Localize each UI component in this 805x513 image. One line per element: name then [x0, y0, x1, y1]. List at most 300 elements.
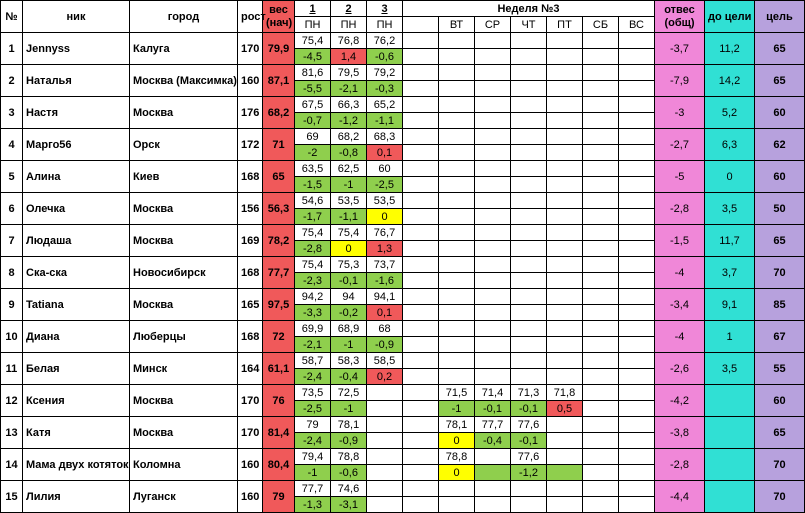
city-cell: Москва	[130, 225, 238, 257]
weight-delta-cell	[439, 369, 475, 385]
weight-delta-cell	[547, 337, 583, 353]
start-weight-cell: 76	[263, 385, 295, 417]
weight-value-cell	[619, 385, 655, 401]
weight-value-cell	[547, 161, 583, 177]
nick-cell: Диана	[23, 321, 130, 353]
weight-delta-cell	[439, 81, 475, 97]
weight-delta-cell	[619, 305, 655, 321]
weight-value-cell: 78,8	[331, 449, 367, 465]
weight-delta-cell	[403, 369, 439, 385]
weight-delta-cell	[403, 81, 439, 97]
weight-delta-cell	[475, 113, 511, 129]
weight-delta-cell	[403, 433, 439, 449]
table-row	[1, 353, 805, 369]
nick-cell: Наталья	[23, 65, 130, 97]
weight-value-cell	[439, 65, 475, 81]
weight-value-cell: 58,3	[331, 353, 367, 369]
row-number: 8	[1, 257, 23, 289]
weight-delta-cell	[583, 81, 619, 97]
weight-delta-cell	[619, 337, 655, 353]
city-cell: Москва	[130, 417, 238, 449]
weight-delta-cell	[439, 113, 475, 129]
weight-delta-cell	[511, 81, 547, 97]
weight-value-cell	[367, 417, 403, 433]
weight-value-cell	[511, 33, 547, 49]
weight-value-cell	[547, 257, 583, 273]
table-row	[1, 449, 805, 465]
to-goal-cell: 0	[705, 161, 755, 193]
weight-value-cell: 79,2	[367, 65, 403, 81]
weight-value-cell	[583, 289, 619, 305]
weight-delta-cell	[619, 241, 655, 257]
weight-delta-cell: 0	[331, 241, 367, 257]
height-cell: 176	[238, 97, 263, 129]
weight-value-cell	[547, 129, 583, 145]
weight-value-cell	[583, 449, 619, 465]
weight-delta-cell	[583, 465, 619, 481]
weight-value-cell: 79,5	[331, 65, 367, 81]
city-cell: Минск	[130, 353, 238, 385]
nick-cell: Tatiana	[23, 289, 130, 321]
weight-value-cell	[439, 97, 475, 113]
weight-value-cell	[619, 225, 655, 241]
weight-delta-cell: -1,6	[367, 273, 403, 289]
weight-value-cell	[547, 449, 583, 465]
weight-delta-cell: -1	[295, 465, 331, 481]
goal-cell: 62	[755, 129, 805, 161]
weight-value-cell	[403, 417, 439, 433]
weight-delta-cell: -1,3	[295, 497, 331, 513]
weight-value-cell	[367, 481, 403, 497]
to-goal-cell	[705, 449, 755, 481]
weight-value-cell	[439, 321, 475, 337]
weight-value-cell	[583, 161, 619, 177]
weight-value-cell	[547, 353, 583, 369]
weight-value-cell: 78,8	[439, 449, 475, 465]
row-number: 11	[1, 353, 23, 385]
weight-delta-cell: -2	[295, 145, 331, 161]
weight-value-cell: 77,7	[295, 481, 331, 497]
weight-delta-cell: -0,4	[331, 369, 367, 385]
weight-value-cell	[475, 97, 511, 113]
weight-value-cell	[619, 481, 655, 497]
header-day: ВС	[619, 17, 655, 33]
total-loss-cell: -3,4	[655, 289, 705, 321]
weight-value-cell	[511, 353, 547, 369]
start-weight-cell: 78,2	[263, 225, 295, 257]
row-number: 2	[1, 65, 23, 97]
row-number: 6	[1, 193, 23, 225]
weight-delta-cell	[547, 113, 583, 129]
weight-value-cell: 62,5	[331, 161, 367, 177]
weight-value-cell	[547, 193, 583, 209]
weight-value-cell: 76,7	[367, 225, 403, 241]
table-row	[1, 289, 805, 305]
weight-value-cell	[511, 129, 547, 145]
weight-value-cell	[475, 257, 511, 273]
total-loss-cell: -3,8	[655, 417, 705, 449]
weight-delta-cell	[367, 497, 403, 513]
weight-value-cell	[511, 289, 547, 305]
weight-value-cell: 77,7	[475, 417, 511, 433]
weight-delta-cell: -1,1	[367, 113, 403, 129]
weight-delta-cell: -1	[331, 337, 367, 353]
weight-delta-cell: -0,6	[331, 465, 367, 481]
weight-delta-cell	[403, 273, 439, 289]
weight-value-cell: 73,5	[295, 385, 331, 401]
weight-delta-cell	[583, 113, 619, 129]
weight-delta-cell	[583, 49, 619, 65]
table-row	[1, 385, 805, 401]
weight-value-cell: 69,9	[295, 321, 331, 337]
weight-value-cell: 75,4	[295, 225, 331, 241]
weight-value-cell	[403, 129, 439, 145]
weight-value-cell	[439, 353, 475, 369]
weight-value-cell	[511, 481, 547, 497]
nick-cell: Людаша	[23, 225, 130, 257]
header-day	[403, 17, 439, 33]
weight-delta-cell: -2,1	[295, 337, 331, 353]
weight-delta-cell	[547, 81, 583, 97]
height-cell: 156	[238, 193, 263, 225]
weight-value-cell: 71,4	[475, 385, 511, 401]
height-cell: 170	[238, 417, 263, 449]
weight-delta-cell	[403, 241, 439, 257]
weight-value-cell: 77,6	[511, 449, 547, 465]
weight-delta-cell	[511, 273, 547, 289]
weight-value-cell: 68,3	[367, 129, 403, 145]
to-goal-cell	[705, 481, 755, 513]
city-cell: Коломна	[130, 449, 238, 481]
weight-delta-cell	[403, 209, 439, 225]
weight-value-cell	[547, 225, 583, 241]
total-loss-cell: -4,4	[655, 481, 705, 513]
weight-delta-cell: 0,1	[367, 305, 403, 321]
weight-delta-cell	[511, 209, 547, 225]
weight-value-cell	[583, 65, 619, 81]
start-weight-cell: 79,9	[263, 33, 295, 65]
weight-value-cell	[619, 353, 655, 369]
start-weight-cell: 77,7	[263, 257, 295, 289]
weight-value-cell: 53,5	[331, 193, 367, 209]
weight-value-cell	[583, 257, 619, 273]
weight-delta-cell: -0,9	[367, 337, 403, 353]
weight-delta-cell	[367, 465, 403, 481]
weight-value-cell	[619, 33, 655, 49]
weight-value-cell	[403, 97, 439, 113]
weight-delta-cell	[439, 209, 475, 225]
weight-delta-cell	[439, 177, 475, 193]
nick-cell: Лилия	[23, 481, 130, 513]
weight-value-cell: 71,8	[547, 385, 583, 401]
start-weight-cell: 80,4	[263, 449, 295, 481]
total-loss-cell: -3,7	[655, 33, 705, 65]
row-number: 12	[1, 385, 23, 417]
weight-value-cell	[583, 481, 619, 497]
weight-delta-cell	[475, 305, 511, 321]
weight-delta-cell	[475, 465, 511, 481]
weight-delta-cell	[583, 145, 619, 161]
row-number: 10	[1, 321, 23, 353]
weight-value-cell	[403, 65, 439, 81]
weight-delta-cell: -0,3	[367, 81, 403, 97]
weight-delta-cell: -0,1	[511, 401, 547, 417]
weight-value-cell	[403, 449, 439, 465]
weight-delta-cell	[439, 145, 475, 161]
weight-delta-cell	[619, 497, 655, 513]
weight-value-cell	[475, 481, 511, 497]
weight-value-cell	[547, 65, 583, 81]
weight-value-cell	[583, 193, 619, 209]
weight-delta-cell	[475, 273, 511, 289]
weight-delta-cell	[475, 497, 511, 513]
goal-cell: 67	[755, 321, 805, 353]
table-row	[1, 129, 805, 145]
weight-delta-cell	[367, 401, 403, 417]
weight-value-cell	[583, 385, 619, 401]
weight-value-cell	[619, 321, 655, 337]
weight-delta-cell	[367, 433, 403, 449]
city-cell: Орск	[130, 129, 238, 161]
weight-value-cell	[439, 257, 475, 273]
weight-value-cell	[403, 321, 439, 337]
weight-delta-cell	[547, 369, 583, 385]
weight-value-cell: 68	[367, 321, 403, 337]
height-cell: 160	[238, 481, 263, 513]
weight-delta-cell	[403, 337, 439, 353]
weight-delta-cell	[583, 305, 619, 321]
weight-value-cell	[439, 161, 475, 177]
weight-value-cell: 75,4	[295, 257, 331, 273]
height-cell: 172	[238, 129, 263, 161]
weight-delta-cell: -1	[439, 401, 475, 417]
weight-delta-cell	[583, 369, 619, 385]
weight-delta-cell	[511, 497, 547, 513]
header-city: город	[130, 1, 238, 33]
weight-value-cell: 73,7	[367, 257, 403, 273]
weight-value-cell: 78,1	[331, 417, 367, 433]
total-loss-cell: -1,5	[655, 225, 705, 257]
header-goal: цель	[755, 1, 805, 33]
city-cell: Луганск	[130, 481, 238, 513]
start-weight-cell: 71	[263, 129, 295, 161]
header-day: ЧТ	[511, 17, 547, 33]
nick-cell: Jennyss	[23, 33, 130, 65]
city-cell: Москва	[130, 97, 238, 129]
weight-delta-cell	[619, 401, 655, 417]
height-cell: 160	[238, 65, 263, 97]
weight-value-cell	[439, 481, 475, 497]
weight-value-cell: 78,1	[439, 417, 475, 433]
weight-value-cell	[619, 417, 655, 433]
header-day: СР	[475, 17, 511, 33]
weight-value-cell	[403, 33, 439, 49]
weight-delta-cell	[547, 497, 583, 513]
weight-delta-cell	[511, 113, 547, 129]
start-weight-cell: 97,5	[263, 289, 295, 321]
weight-value-cell	[511, 257, 547, 273]
header-week-2: 2	[331, 1, 367, 17]
table-row	[1, 193, 805, 209]
weight-value-cell	[619, 449, 655, 465]
start-weight-cell: 56,3	[263, 193, 295, 225]
nick-cell: Катя	[23, 417, 130, 449]
weight-delta-cell	[511, 49, 547, 65]
nick-cell: Марго56	[23, 129, 130, 161]
weight-value-cell: 65,2	[367, 97, 403, 113]
weight-value-cell	[511, 65, 547, 81]
weight-value-cell: 72,5	[331, 385, 367, 401]
start-weight-cell: 81,4	[263, 417, 295, 449]
weight-value-cell: 69	[295, 129, 331, 145]
nick-cell: Мама двух котяток	[23, 449, 130, 481]
total-loss-cell: -2,6	[655, 353, 705, 385]
weight-delta-cell: -1	[331, 177, 367, 193]
weight-delta-cell	[547, 305, 583, 321]
weight-value-cell	[403, 161, 439, 177]
row-number: 15	[1, 481, 23, 513]
weight-delta-cell	[547, 433, 583, 449]
weight-delta-cell	[439, 241, 475, 257]
weight-delta-cell	[547, 241, 583, 257]
weight-delta-cell: -2,4	[295, 433, 331, 449]
weight-value-cell	[547, 97, 583, 113]
weight-delta-cell	[439, 49, 475, 65]
weight-value-cell	[619, 65, 655, 81]
weight-value-cell	[403, 289, 439, 305]
weight-delta-cell	[475, 337, 511, 353]
weight-value-cell	[439, 193, 475, 209]
weight-delta-cell: -1,2	[511, 465, 547, 481]
start-weight-cell: 61,1	[263, 353, 295, 385]
weight-delta-cell	[583, 433, 619, 449]
weight-delta-cell: -0,6	[367, 49, 403, 65]
city-cell: Москва (Максимка)	[130, 65, 238, 97]
city-cell: Москва	[130, 289, 238, 321]
weight-delta-cell: -0,2	[331, 305, 367, 321]
header-weight: вес (нач)	[263, 1, 295, 33]
height-cell: 170	[238, 33, 263, 65]
nick-cell: Белая	[23, 353, 130, 385]
weight-value-cell	[619, 97, 655, 113]
to-goal-cell: 3,5	[705, 353, 755, 385]
weight-value-cell	[547, 33, 583, 49]
weight-value-cell	[475, 225, 511, 241]
header-nick: ник	[23, 1, 130, 33]
weight-delta-cell	[511, 369, 547, 385]
goal-cell: 60	[755, 97, 805, 129]
weight-delta-cell: -2,4	[295, 369, 331, 385]
start-weight-cell: 68,2	[263, 97, 295, 129]
header-week-3: 3	[367, 1, 403, 17]
header-day: ПН	[367, 17, 403, 33]
total-loss-cell: -5	[655, 161, 705, 193]
weight-delta-cell: -0,1	[475, 401, 511, 417]
table-row	[1, 417, 805, 433]
weight-delta-cell	[619, 465, 655, 481]
weight-value-cell: 68,2	[331, 129, 367, 145]
weight-value-cell: 75,3	[331, 257, 367, 273]
height-cell: 170	[238, 385, 263, 417]
weight-delta-cell	[583, 273, 619, 289]
goal-cell: 60	[755, 161, 805, 193]
weight-delta-cell	[439, 497, 475, 513]
total-loss-cell: -7,9	[655, 65, 705, 97]
to-goal-cell: 11,2	[705, 33, 755, 65]
table-row	[1, 33, 805, 49]
weight-value-cell: 67,5	[295, 97, 331, 113]
to-goal-cell: 1	[705, 321, 755, 353]
header-week-1: 1	[295, 1, 331, 17]
weight-value-cell	[475, 129, 511, 145]
weight-value-cell: 81,6	[295, 65, 331, 81]
table-row	[1, 65, 805, 81]
weight-delta-cell	[583, 241, 619, 257]
weight-value-cell	[475, 449, 511, 465]
start-weight-cell: 79	[263, 481, 295, 513]
weight-delta-cell: 0,1	[367, 145, 403, 161]
total-loss-cell: -2,8	[655, 193, 705, 225]
weight-value-cell	[475, 65, 511, 81]
weight-delta-cell	[475, 241, 511, 257]
to-goal-cell	[705, 385, 755, 417]
height-cell: 168	[238, 161, 263, 193]
weight-delta-cell	[511, 145, 547, 161]
weight-value-cell	[619, 257, 655, 273]
weight-delta-cell	[439, 273, 475, 289]
weight-delta-cell: -0,1	[511, 433, 547, 449]
weight-delta-cell: -0,9	[331, 433, 367, 449]
weight-delta-cell: -1,7	[295, 209, 331, 225]
header-day: ПН	[331, 17, 367, 33]
weight-value-cell: 94,1	[367, 289, 403, 305]
height-cell: 164	[238, 353, 263, 385]
weight-value-cell	[367, 385, 403, 401]
weight-delta-cell: 0,5	[547, 401, 583, 417]
weight-value-cell	[439, 129, 475, 145]
weight-delta-cell: 0	[439, 465, 475, 481]
weight-delta-cell	[403, 177, 439, 193]
weight-delta-cell	[619, 209, 655, 225]
table-row	[1, 225, 805, 241]
weight-delta-cell	[475, 177, 511, 193]
weight-value-cell	[403, 481, 439, 497]
weight-delta-cell: -5,5	[295, 81, 331, 97]
weight-delta-cell	[403, 497, 439, 513]
height-cell: 168	[238, 257, 263, 289]
city-cell: Москва	[130, 193, 238, 225]
goal-cell: 65	[755, 65, 805, 97]
weight-value-cell	[403, 353, 439, 369]
weight-value-cell: 58,7	[295, 353, 331, 369]
header-day: ПН	[295, 17, 331, 33]
row-number: 5	[1, 161, 23, 193]
weight-delta-cell	[475, 49, 511, 65]
weight-value-cell	[475, 193, 511, 209]
weight-delta-cell	[547, 177, 583, 193]
goal-cell: 85	[755, 289, 805, 321]
row-number: 4	[1, 129, 23, 161]
weight-value-cell: 71,5	[439, 385, 475, 401]
weight-value-cell: 76,8	[331, 33, 367, 49]
weight-delta-cell: -0,4	[475, 433, 511, 449]
weight-value-cell	[403, 225, 439, 241]
weight-delta-cell	[547, 209, 583, 225]
weight-value-cell	[367, 449, 403, 465]
nick-cell: Ксения	[23, 385, 130, 417]
weight-delta-cell	[619, 369, 655, 385]
table-row	[1, 481, 805, 497]
